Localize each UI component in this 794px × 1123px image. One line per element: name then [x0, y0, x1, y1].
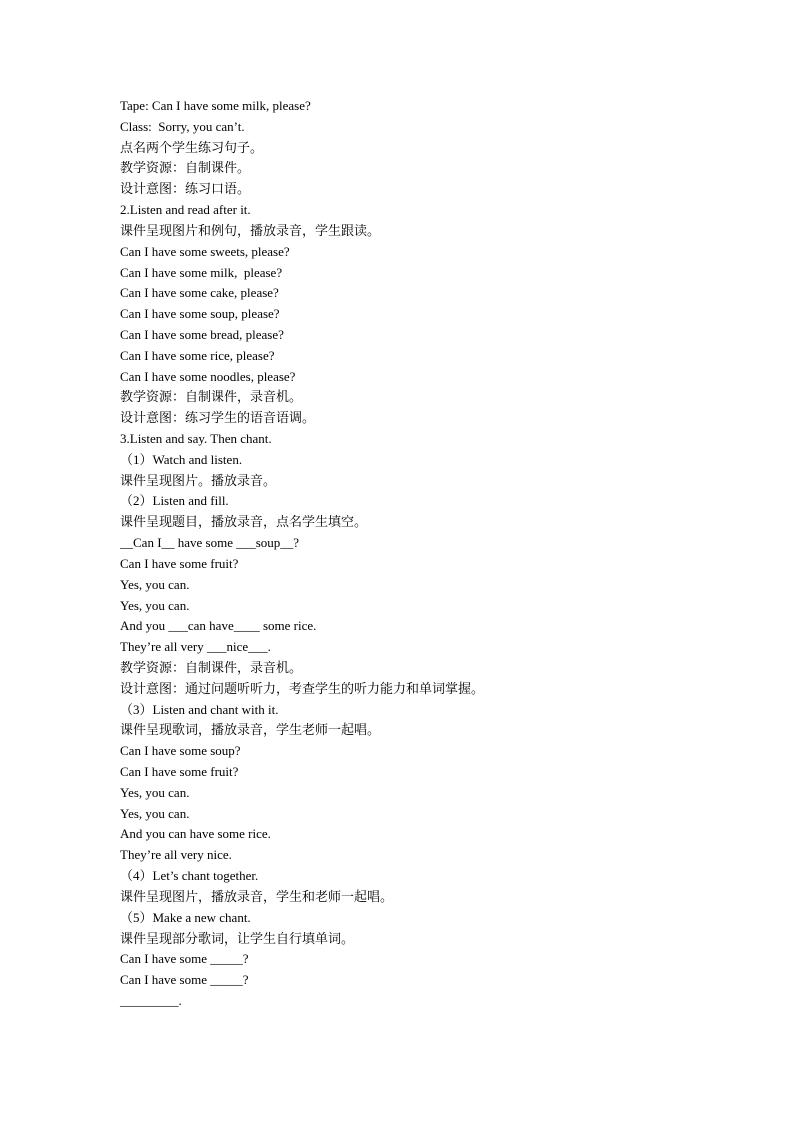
text-line: 设计意图：练习学生的语音语调。	[120, 410, 316, 426]
text-line: Yes, you can.	[120, 576, 190, 592]
text-line: Can I have some fruit?	[120, 555, 239, 571]
text-line: They’re all very nice.	[120, 847, 232, 863]
text-line: 教学资源：自制课件，录音机。	[120, 659, 303, 675]
text-line: _________.	[120, 992, 182, 1008]
subsection-heading: （2）Listen and fill.	[120, 493, 229, 509]
text-line: Tape: Can I have some milk, please?	[120, 98, 311, 113]
text-line: And you ___can have____ some rice.	[120, 618, 317, 634]
text-line: 课件呈现图片，播放录音，学生和老师一起唱。	[120, 888, 394, 904]
text-line: And you can have some rice.	[120, 826, 271, 842]
text-line: 教学资源：自制课件，录音机。	[120, 389, 303, 405]
subsection-heading: （1）Watch and listen.	[120, 451, 243, 467]
text-line: 设计意图：练习口语。	[120, 181, 251, 197]
text-line: Can I have some milk, please?	[120, 264, 283, 280]
text-line: Can I have some soup, please?	[120, 306, 280, 322]
text-line: 课件呈现部分歌词，让学生自行填单词。	[120, 930, 355, 946]
text-line: Class: Sorry, you can’t.	[120, 118, 245, 134]
text-line: Can I have some _____?	[120, 951, 249, 967]
text-line: Can I have some _____?	[120, 972, 249, 988]
text-line: __Can I__ have some ___soup__?	[120, 535, 300, 551]
text-line: Yes, you can.	[120, 805, 190, 821]
text-line: Can I have some sweets, please?	[120, 243, 290, 259]
text-line: Can I have some soup?	[120, 743, 241, 759]
text-line: Can I have some fruit?	[120, 764, 239, 779]
subsection-heading: （4）Let’s chant together.	[120, 868, 259, 884]
text-line: 课件呈现图片和例句，播放录音，学生跟读。	[120, 222, 381, 238]
text-line: 课件呈现题目，播放录音，点名学生填空。	[120, 514, 368, 530]
section-heading: 3.Listen and say. Then chant.	[120, 431, 272, 446]
text-line: Can I have some bread, please?	[120, 326, 284, 342]
text-line: 课件呈现歌词，播放录音，学生老师一起唱。	[120, 722, 381, 738]
text-line: 教学资源：自制课件。	[120, 160, 251, 176]
section-heading: 2.Listen and read after it.	[120, 202, 251, 218]
document-body	[120, 96, 720, 1012]
subsection-heading: （5）Make a new chant.	[120, 909, 251, 925]
text-line: 课件呈现图片。播放录音。	[120, 472, 277, 488]
text-line: Can I have some cake, please?	[120, 285, 279, 301]
text-line: 点名两个学生练习句子。	[120, 139, 264, 155]
text-line: Can I have some rice, please?	[120, 347, 275, 363]
text-line: 设计意图：通过问题听听力，考查学生的听力能力和单词掌握。	[120, 680, 485, 696]
text-line: Yes, you can.	[120, 784, 190, 800]
text-line: Yes, you can.	[120, 597, 190, 613]
subsection-heading: （3）Listen and chant with it.	[120, 701, 279, 717]
text-line: Can I have some noodles, please?	[120, 368, 296, 384]
text-line: They’re all very ___nice___.	[120, 639, 271, 655]
